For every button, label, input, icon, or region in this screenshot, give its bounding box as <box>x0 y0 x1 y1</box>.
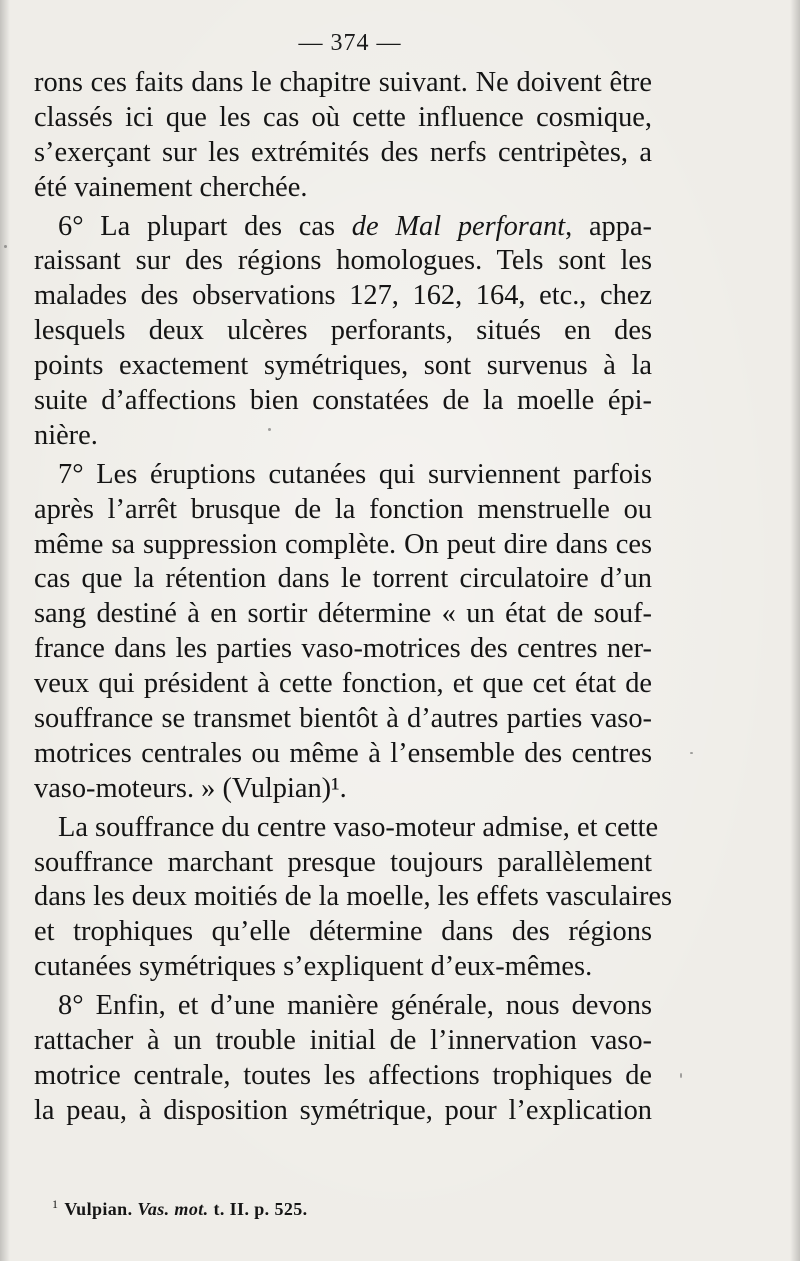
scan-speck <box>680 1073 682 1078</box>
text-run: vaso-moteurs. » (Vulpian)¹. <box>34 772 347 804</box>
text-line <box>34 66 652 101</box>
text-run: 8° Enfin, et d’une manière générale, nous devons <box>58 990 652 1022</box>
text-run: lesquels deux ulcères perforants, situés en des <box>34 315 652 347</box>
page-number: — 374 — <box>298 30 402 56</box>
text-run: , appa- <box>565 210 652 242</box>
text-run: rattacher à un trouble initial de l’innervation vaso- <box>34 1025 652 1057</box>
text-run: suite d’affections bien constatées de la moelle épi- <box>34 385 652 417</box>
text-line <box>34 1024 652 1059</box>
text-line <box>34 950 652 985</box>
text-line <box>34 1094 652 1129</box>
scan-speck <box>4 245 7 248</box>
text-run: même sa suppression complète. On peut dire dans ces <box>34 528 652 560</box>
body-text <box>34 66 673 1129</box>
text-run: souffrance marchant presque toujours parallèlement <box>34 846 652 878</box>
scan-speck <box>268 428 271 431</box>
text-line <box>34 880 673 915</box>
text-line <box>34 419 652 454</box>
text-run: motrice centrale, toutes les affections trophiques de <box>34 1059 652 1091</box>
text-line <box>34 136 652 171</box>
text-line <box>34 244 652 279</box>
text-line <box>34 632 652 667</box>
text-line <box>34 846 652 881</box>
footnote-title: Vas. mot. <box>137 1199 209 1219</box>
text-line <box>34 737 652 772</box>
text-run: dans les deux moitiés de la moelle, les effets vasculaires <box>34 881 673 913</box>
text-line <box>34 493 652 528</box>
text-run: 7° Les éruptions cutanées qui surviennent parfois <box>58 458 652 490</box>
text-run: veux qui président à cette fonction, et que cet état de <box>34 668 652 700</box>
text-line <box>34 562 652 597</box>
text-run: points exactement symétriques, sont survenus à la <box>34 350 652 382</box>
text-run: et trophiques qu’elle détermine dans des régions <box>34 916 652 948</box>
text-line <box>34 101 652 136</box>
text-run: cutanées symétriques s’expliquent d’eux-mêmes. <box>34 951 593 983</box>
left-edge-shadow <box>0 0 10 1261</box>
text-line <box>34 811 659 846</box>
text-run: cas que la rétention dans le torrent circulatoire d’un <box>34 563 652 595</box>
text-run: france dans les parties vaso-motrices des centres ner- <box>34 633 652 665</box>
right-edge-shadow <box>790 0 800 1261</box>
text-run: souffrance se transmet bientôt à d’autres parties vaso- <box>34 703 652 735</box>
text-line <box>34 528 652 563</box>
text-line <box>34 702 652 737</box>
text-run: après l’arrêt brusque de la fonction menstruelle ou <box>34 493 652 525</box>
text-line <box>34 171 652 206</box>
text-run: classés ici que les cas où cette influence cosmique, <box>34 101 652 133</box>
text-run: sang destiné à en sortir détermine « un état de souf- <box>34 598 652 630</box>
text-run: malades des observations 127, 162, 164, etc., chez <box>34 280 652 312</box>
footnote-author: Vulpian. <box>64 1199 133 1219</box>
text-line <box>34 915 652 950</box>
text-line <box>34 1059 652 1094</box>
text-run: s’exerçant sur les extrémités des nerfs centripètes, a <box>34 136 652 168</box>
footnote <box>52 1197 308 1220</box>
text-run: 6° La plupart des cas <box>58 210 352 242</box>
text-line <box>34 772 652 807</box>
text-run: La souffrance du centre vaso-moteur admise, et cette <box>58 811 659 843</box>
text-line <box>34 210 652 245</box>
text-line <box>34 314 652 349</box>
text-run: raissant sur des régions homologues. Tels sont les <box>34 245 652 277</box>
text-line <box>34 667 652 702</box>
scan-speck <box>690 752 693 754</box>
text-line <box>34 279 652 314</box>
text-run: été vainement cherchée. <box>34 171 308 203</box>
italic-text: de Mal perforant <box>351 210 566 242</box>
text-run: motrices centrales ou même à l’ensemble des centres <box>34 737 652 769</box>
text-line <box>34 384 652 419</box>
text-run: la peau, à disposition symétrique, pour l’explication <box>34 1094 652 1126</box>
text-line <box>34 349 652 384</box>
text-run: nière. <box>34 419 98 451</box>
text-run: rons ces faits dans le chapitre suivant. Ne doivent être <box>34 67 652 98</box>
footnote-reference: t. II. p. 525. <box>213 1199 308 1219</box>
footnote-mark: 1 <box>52 1197 59 1211</box>
text-line <box>34 989 652 1024</box>
text-line <box>34 597 652 632</box>
text-line <box>34 458 652 493</box>
